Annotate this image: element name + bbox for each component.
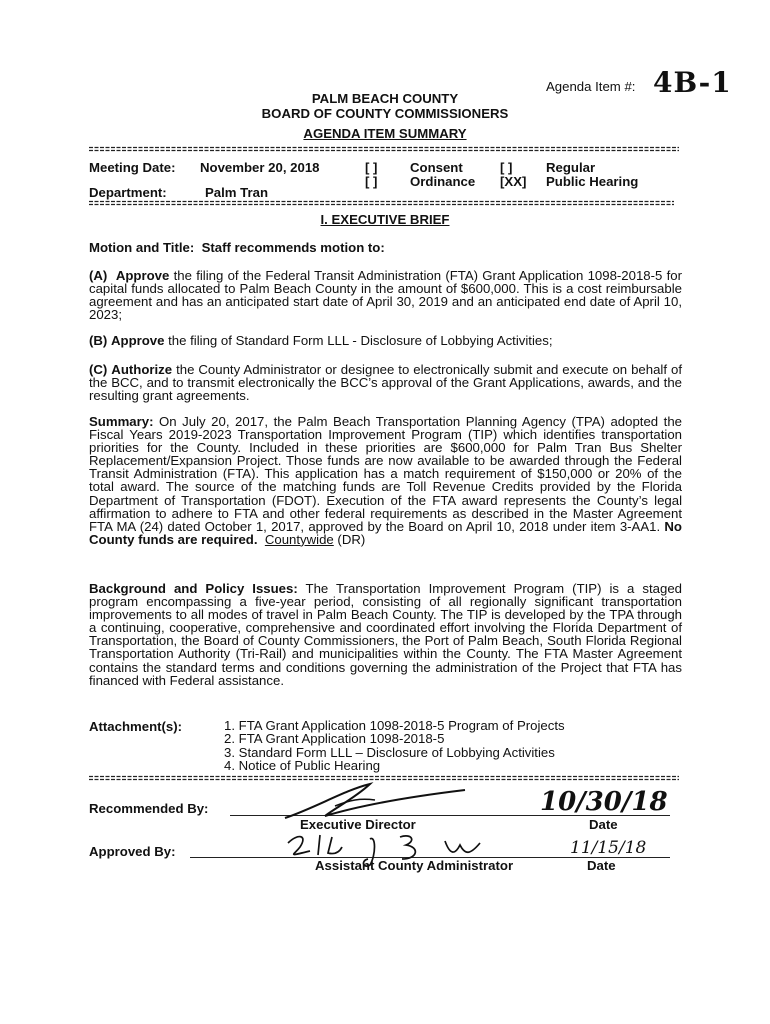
agenda-item-label: Agenda Item #: [546,79,636,94]
meeting-date-label: Meeting Date: [89,160,176,175]
header-county: PALM BEACH COUNTY [311,91,459,106]
ordinance-checkbox: [ ] [365,174,378,189]
summary-countywide: Countywide [264,531,334,547]
item-b [89,334,682,347]
department-label: Department: [89,185,167,200]
attachment-item: 3. Standard Form LLL – Disclosure of Lobbying Activities [224,744,555,760]
regular-label: Regular [546,160,596,175]
regular-checkbox: [ ] [500,160,513,175]
item-b-prefix: (B) [89,333,108,348]
approved-date-handwritten: 11/15/18 [570,838,647,858]
double-rule-1 [89,146,679,152]
ordinance-label: Ordinance [410,174,476,189]
motion-title [89,240,385,255]
attachments-label: Attachment(s): [89,719,183,734]
attachment-item: 2. FTA Grant Application 1098-2018-5 [224,731,445,747]
summary-funding-note: No County funds are required. [89,518,682,547]
approved-by-label: Approved By: [89,844,176,859]
approved-date-label: Date [587,858,616,873]
item-a-verb: Approve [115,268,170,283]
item-b-text: the filing of Standard Form LLL - Disclosure of Lobbying Activities; [164,333,553,348]
header-board: BOARD OF COUNTY COMMISSIONERS [261,106,509,121]
recommended-date-handwritten: 10/30/18 [540,787,668,817]
attachment-item: 4. Notice of Public Hearing [224,757,381,773]
background-text: The Transportation Improvement Program (TIP) is a staged program encompassing a five-year period, consisting of all regionally significant transportation improvements to all modes of travel in Palm Beach County. The TIP is developed by the TPA through a continuing, cooperative, comprehensive and coordinated effort involving the Florida Department of Transportation, the Board of County Commissioners, the Port of Palm Beach, South Florida Regional Transportation Authority (Tri-Rail) and municipalities within the County. The FTA Master Agreement contains the standard terms and conditions governing the administration of the Project that FTA has financed with Federal assistance. [89,581,682,688]
motion-label: Motion and Title: [89,240,195,255]
summary-dr: (DR) [333,531,366,547]
recommended-by-label: Recommended By: [89,801,209,816]
consent-checkbox: [ ] [365,160,378,175]
attachment-item: 1. FTA Grant Application 1098-2018-5 Program of Projects [224,718,565,733]
section-title: I. EXECUTIVE BRIEF [320,212,450,227]
item-b-verb: Approve [110,333,165,348]
consent-label: Consent [410,160,463,175]
item-c [89,363,682,402]
recommended-title: Executive Director [300,817,416,832]
item-c-prefix: (C) [89,362,108,377]
public-hearing-label: Public Hearing [546,174,639,189]
item-a [89,269,682,321]
motion-text: Staff recommends motion to: [201,240,385,255]
department-value: Palm Tran [205,185,269,200]
item-c-text: the County Administrator or designee to electronically submit and execute on behalf of the BCC, and to transmit electronically the BCC’s approval of the Grant Applications, awards, and the resulting grant agreements. [89,362,682,404]
item-c-verb: Authorize [111,362,173,377]
background-label: Background and Policy Issues: [89,581,298,596]
summary-paragraph [89,415,682,546]
double-rule-2 [89,200,674,206]
agenda-item-number: 4B-1 [653,66,732,99]
item-a-text: the filing of the Federal Transit Administration (FTA) Grant Application 1098-2018-5 for capital funds allocated to Palm Beach County in the amount of $600,000. This is a cost reimbursable agreement and has an anticipated start date of April 30, 2019 and an anticipated end date of April 10, 2023; [89,268,683,323]
attachments-list [224,719,565,772]
summary-text: On July 20, 2017, the Palm Beach Transportation Planning Agency (TPA) adopted the Fiscal Years 2019-2023 Transportation Improvement Program (TIP) which identifies transportation priorities for the County. Included in these priorities are $600,000 for Palm Tran Bus Shelter Replacement/Expansion Project. Those funds are now available to be awarded through the Federal Transit Administration (FTA). This application has a match requirement of $150,000 or 20% of the total award. The source of the matching funds are Toll Revenue Credits provided by the Florida Department of Transportation (FDOT). Execution of the FTA award represents the County’s legal affirmation to adhere to FTA and other federal requirements as described in the Master Agreement FTA MA (24) dated October 1, 2017, approved by the Board on April 10, 2018 under item 3-AA1. [89,414,682,534]
meeting-date-value: November 20, 2018 [200,160,320,175]
summary-label: Summary: [89,414,154,429]
public-hearing-checkbox: [XX] [500,174,527,189]
recommended-date-label: Date [589,817,618,832]
approved-title: Assistant County Administrator [315,858,514,873]
item-a-prefix: (A) [89,268,108,283]
background-paragraph [89,582,682,687]
header-summary-title: AGENDA ITEM SUMMARY [303,126,467,141]
